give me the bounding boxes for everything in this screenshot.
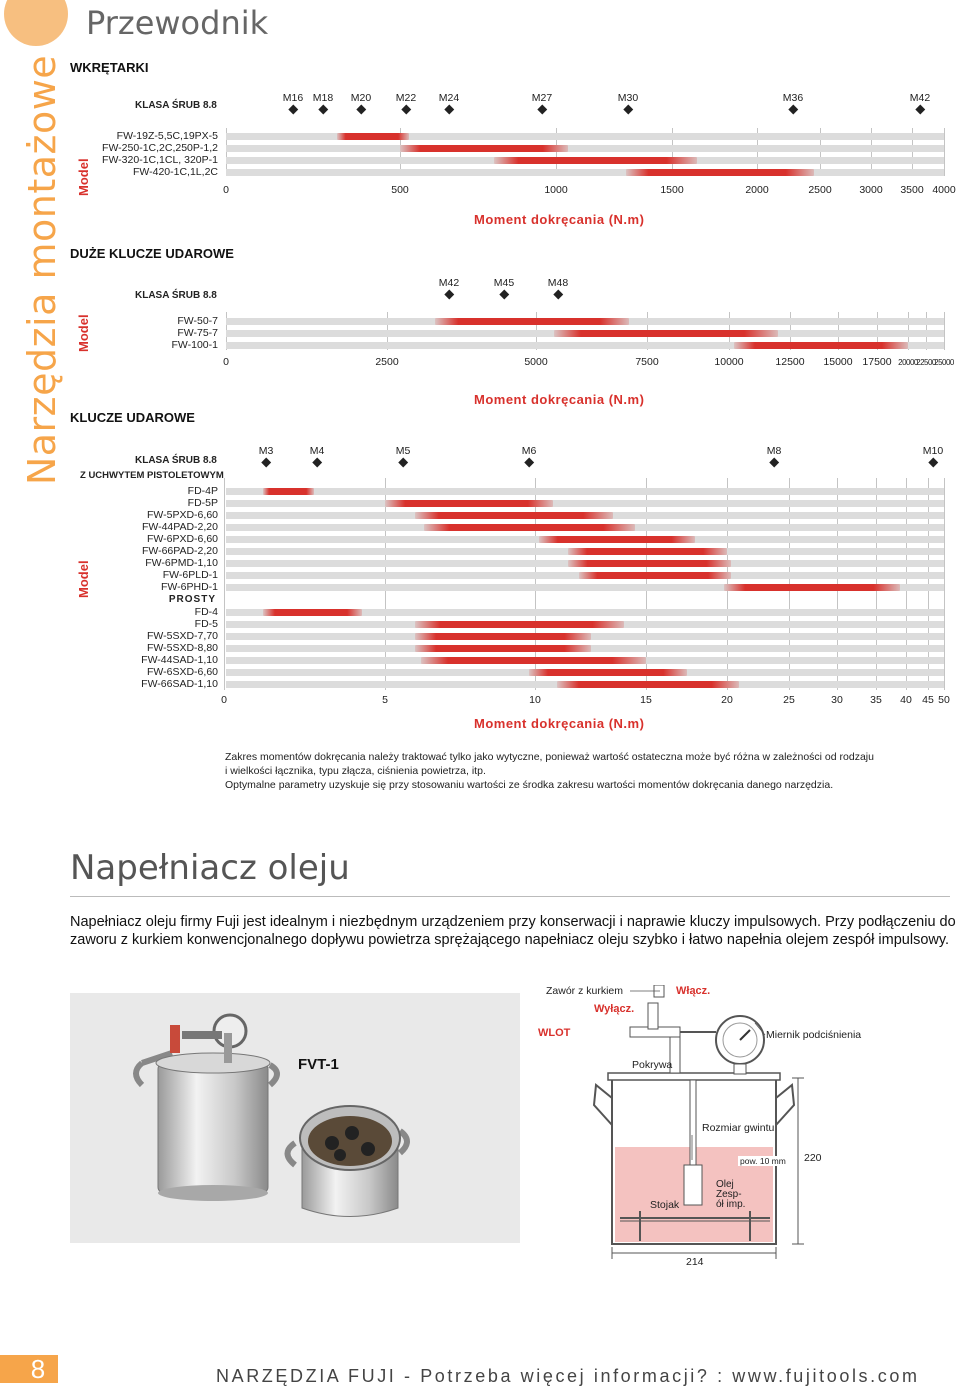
oil-filler-title: Napełniacz oleju <box>70 848 350 888</box>
tick-label: 500 <box>391 184 409 196</box>
thread-size-label: M45 <box>493 277 515 289</box>
diamond-marker-icon <box>553 290 563 300</box>
torque-range-bar <box>424 524 635 531</box>
tick-label: 10 <box>529 694 541 706</box>
label-on: Włącz. <box>676 985 711 997</box>
pistol-grip-subtitle: Z UCHWYTEM PISTOLETOWYM <box>80 470 224 481</box>
torque-range-bar <box>529 669 687 676</box>
tick-label: 40 <box>900 694 912 706</box>
diamond-marker-icon <box>444 290 454 300</box>
diamond-marker-icon <box>623 105 633 115</box>
model-label: FW-6SXD-6,60 <box>147 666 218 678</box>
tick-label: 45 <box>922 694 934 706</box>
note-line-1: Zakres momentów dokręcania należy traktować tylko jako wytyczne, ponieważ wartość ostateczna może być różna w zależności od rodzaju <box>225 751 874 763</box>
torque-range-bar <box>263 609 363 616</box>
divider <box>70 896 950 897</box>
torque-range-bar <box>400 145 568 152</box>
klasa-label: KLASA ŚRUB 8.8 <box>135 100 217 111</box>
axis-label: Moment dokręcania (N.m) <box>474 392 645 407</box>
model-label: FW-6PLD-1 <box>162 569 218 581</box>
model-label: FW-5SXD-8,80 <box>147 642 218 654</box>
tick-label: 25000 <box>934 358 954 367</box>
bar-track <box>226 500 944 507</box>
tick-label: 15 <box>640 694 652 706</box>
torque-range-bar <box>415 621 624 628</box>
thread-size-marker <box>396 445 411 466</box>
page-title: Przewodnik <box>86 4 269 42</box>
model-vertical-label: Model <box>76 560 91 598</box>
diamond-marker-icon <box>444 105 454 115</box>
torque-range-bar <box>579 572 730 579</box>
model-label: FW-100-1 <box>171 339 218 351</box>
tick-label: 0 <box>223 184 229 196</box>
tick-label: 30 <box>831 694 843 706</box>
diamond-marker-icon <box>398 458 408 468</box>
thread-size-marker <box>532 92 552 113</box>
thread-size-marker <box>439 92 459 113</box>
thread-size-label: M4 <box>309 445 325 457</box>
diamond-marker-icon <box>769 458 779 468</box>
diamond-marker-icon <box>928 458 938 468</box>
thread-size-label: M10 <box>922 445 944 457</box>
model-label: FW-420-1C,1L,2C <box>132 166 218 178</box>
tick-label: 22500 <box>916 358 936 367</box>
label-height: 220 <box>804 1152 822 1164</box>
model-label: FW-66PAD-2,20 <box>141 545 218 557</box>
diamond-marker-icon <box>499 290 509 300</box>
model-label: FD-4P <box>187 485 218 497</box>
torque-range-bar <box>421 657 646 664</box>
product-label: FVT-1 <box>298 1056 339 1073</box>
tick-label: 1500 <box>660 184 684 196</box>
torque-range-bar <box>415 645 591 652</box>
model-label: FW-66SAD-1,10 <box>141 678 218 690</box>
torque-range-bar <box>626 169 814 176</box>
model-label: FW-6PHD-1 <box>161 581 218 593</box>
tick-label: 4000 <box>932 184 956 196</box>
diamond-marker-icon <box>288 105 298 115</box>
note-line-2: i wielkości łącznika, typu złącza, ciśnienia powietrza, itp. <box>225 765 486 777</box>
thread-size-marker <box>548 277 568 298</box>
handle-left <box>594 1085 612 1125</box>
thread-size-label: M42 <box>438 277 460 289</box>
thread-size-marker <box>923 445 943 466</box>
thread-size-label: M42 <box>909 92 931 104</box>
diamond-marker-icon <box>788 105 798 115</box>
model-label: FW-44SAD-1,10 <box>141 654 218 666</box>
tick-label: 50 <box>938 694 950 706</box>
thread-size-label: M18 <box>312 92 334 104</box>
thread-size-label: M27 <box>531 92 553 104</box>
grid-line <box>944 128 945 176</box>
model-vertical-label: Model <box>76 158 91 196</box>
tick-label: 2000 <box>745 184 769 196</box>
straight-subtitle: PROSTY <box>168 594 216 605</box>
thread-size-label: M36 <box>782 92 804 104</box>
bar-track <box>226 133 944 140</box>
klasa-label: KLASA ŚRUB 8.8 <box>135 455 217 466</box>
diamond-marker-icon <box>312 458 322 468</box>
note-line-3: Optymalne parametry uzyskuje się przy stosowaniu wartości ze środka zakresu wartości momentów dokręcania danego narzędzia. <box>225 779 834 791</box>
decorative-circle <box>4 0 68 46</box>
thread-size-marker <box>351 92 371 113</box>
diamond-marker-icon <box>915 105 925 115</box>
thread-size-marker <box>310 445 325 466</box>
bar-track <box>226 145 944 152</box>
torque-range-bar <box>724 584 900 591</box>
torque-range-bar <box>557 681 739 688</box>
section-title-klucze: KLUCZE UDAROWE <box>70 410 195 425</box>
thread-size-marker <box>910 92 930 113</box>
diamond-marker-icon <box>356 105 366 115</box>
model-label: FD-5P <box>187 497 218 509</box>
section-title-duze-klucze: DUŻE KLUCZE UDAROWE <box>70 246 234 261</box>
model-label: FW-250-1C,2C,250P-1,2 <box>102 142 218 154</box>
grid-line <box>944 478 945 690</box>
bar-track <box>226 488 944 495</box>
tick-label: 1000 <box>544 184 568 196</box>
torque-range-bar <box>568 548 727 555</box>
footer-text: NARZĘDZIA FUJI - Potrzeba więcej informacji? : www.fujitools.com <box>216 1366 920 1386</box>
tick-label: 20000 <box>898 358 918 367</box>
tick-label: 35 <box>870 694 882 706</box>
label-gauge: Miernik podciśnienia <box>766 1029 862 1041</box>
model-label: FW-5SXD-7,70 <box>147 630 218 642</box>
torque-range-bar <box>337 133 409 140</box>
thread-size-marker <box>522 445 537 466</box>
model-label: FW-6PMD-1,10 <box>145 557 218 569</box>
diamond-marker-icon <box>537 105 547 115</box>
tick-label: 3500 <box>900 184 924 196</box>
page-number: 8 <box>30 1354 46 1384</box>
thread-size-label: M24 <box>438 92 460 104</box>
thread-size-marker <box>439 277 459 298</box>
label-width: 214 <box>686 1256 704 1268</box>
valve <box>648 1003 658 1029</box>
tick-label: 15000 <box>823 356 853 368</box>
tick-label: 0 <box>221 694 227 706</box>
model-label: FW-75-7 <box>177 327 218 339</box>
torque-range-bar <box>385 500 553 507</box>
torque-range-bar <box>539 536 694 543</box>
lid <box>608 1073 780 1080</box>
model-label: FW-44PAD-2,20 <box>141 521 218 533</box>
torque-range-bar <box>568 560 730 567</box>
thread-size-label: M5 <box>395 445 411 457</box>
bar-track <box>226 169 944 176</box>
grid-line <box>944 312 945 350</box>
thread-size-marker <box>767 445 782 466</box>
thread-size-label: M16 <box>282 92 304 104</box>
tick-label: 5000 <box>524 356 548 368</box>
tick-label: 3000 <box>859 184 883 196</box>
torque-range-bar <box>415 633 591 640</box>
thread-size-label: M8 <box>766 445 782 457</box>
side-title: Narzędzia montażowe <box>20 54 64 486</box>
tick-label: 0 <box>223 356 229 368</box>
torque-range-bar <box>415 512 613 519</box>
thread-size-marker <box>283 92 303 113</box>
model-label: FW-5PXD-6,60 <box>147 509 218 521</box>
thread-size-marker <box>313 92 333 113</box>
thread-size-label: M48 <box>547 277 569 289</box>
label-stand: Stojak <box>650 1199 680 1211</box>
model-label: FW-6PXD-6,60 <box>147 533 218 545</box>
tick-label: 2500 <box>808 184 832 196</box>
thread-size-label: M6 <box>521 445 537 457</box>
diamond-marker-icon <box>318 105 328 115</box>
model-label: FW-19Z-5,5C,19PX-5 <box>116 130 218 142</box>
axis-label: Moment dokręcania (N.m) <box>474 716 645 731</box>
thread-size-label: M22 <box>395 92 417 104</box>
torque-range-bar <box>494 157 698 164</box>
diamond-marker-icon <box>524 458 534 468</box>
label-thread-min: pow. 10 mm <box>740 1156 786 1166</box>
oil-filler-description: Napełniacz oleju firmy Fuji jest idealnym i niezbędnym urządzeniem przy konserwacji i naprawie kluczy impulsowych. Przy podłączeniu do zaworu z kurkiem konwencjonalnego dopływu powietrza sprężającego napełniacz oleju szybko i łatwo napełnia olejem zespół impulsowy. <box>70 914 956 948</box>
label-off: Wyłącz. <box>594 1003 635 1015</box>
label-thread-size: Rozmiar gwintu <box>702 1122 775 1134</box>
tick-label: 7500 <box>635 356 659 368</box>
thread-size-label: M30 <box>617 92 639 104</box>
torque-range-bar <box>263 488 315 495</box>
klasa-label: KLASA ŚRUB 8.8 <box>135 290 217 301</box>
torque-range-bar <box>554 330 778 337</box>
tick-label: 10000 <box>714 356 744 368</box>
oil-filler-photo-illustration <box>70 993 520 1243</box>
axis-label: Moment dokręcania (N.m) <box>474 212 645 227</box>
model-vertical-label: Model <box>76 314 91 352</box>
thread-size-marker <box>396 92 416 113</box>
model-label: FD-5 <box>194 618 218 630</box>
handle-right <box>776 1085 794 1125</box>
tick-label: 20 <box>721 694 733 706</box>
label-inlet: WLOT <box>538 1027 571 1039</box>
section-title-wkretarki: WKRĘTARKI <box>70 60 149 75</box>
torque-range-bar <box>734 342 908 349</box>
thread-size-label: M3 <box>258 445 274 457</box>
thread-size-label: M20 <box>350 92 372 104</box>
tick-label: 2500 <box>375 356 399 368</box>
diamond-marker-icon <box>401 105 411 115</box>
impulse-unit <box>684 1165 702 1205</box>
model-label: FD-4 <box>194 606 218 618</box>
model-label: FW-50-7 <box>177 315 218 327</box>
thread-size-marker <box>783 92 803 113</box>
label-valve: Zawór z kurkiem <box>546 985 624 997</box>
oil-filler-diagram <box>560 985 820 1270</box>
torque-range-bar <box>435 318 630 325</box>
tick-label: 25 <box>783 694 795 706</box>
thread-size-marker <box>259 445 274 466</box>
label-lid: Pokrywa <box>632 1059 673 1071</box>
label-oil: Olej Zesp- ół imp. <box>716 1179 746 1210</box>
thread-size-marker <box>494 277 514 298</box>
diamond-marker-icon <box>261 458 271 468</box>
product-photo <box>70 993 520 1243</box>
tick-label: 17500 <box>862 356 892 368</box>
tick-label: 12500 <box>775 356 805 368</box>
tick-label: 5 <box>382 694 388 706</box>
page-number-box <box>0 1355 58 1383</box>
thread-size-marker <box>618 92 638 113</box>
grid-line <box>224 478 225 690</box>
model-label: FW-320-1C,1CL, 320P-1 <box>102 154 218 166</box>
